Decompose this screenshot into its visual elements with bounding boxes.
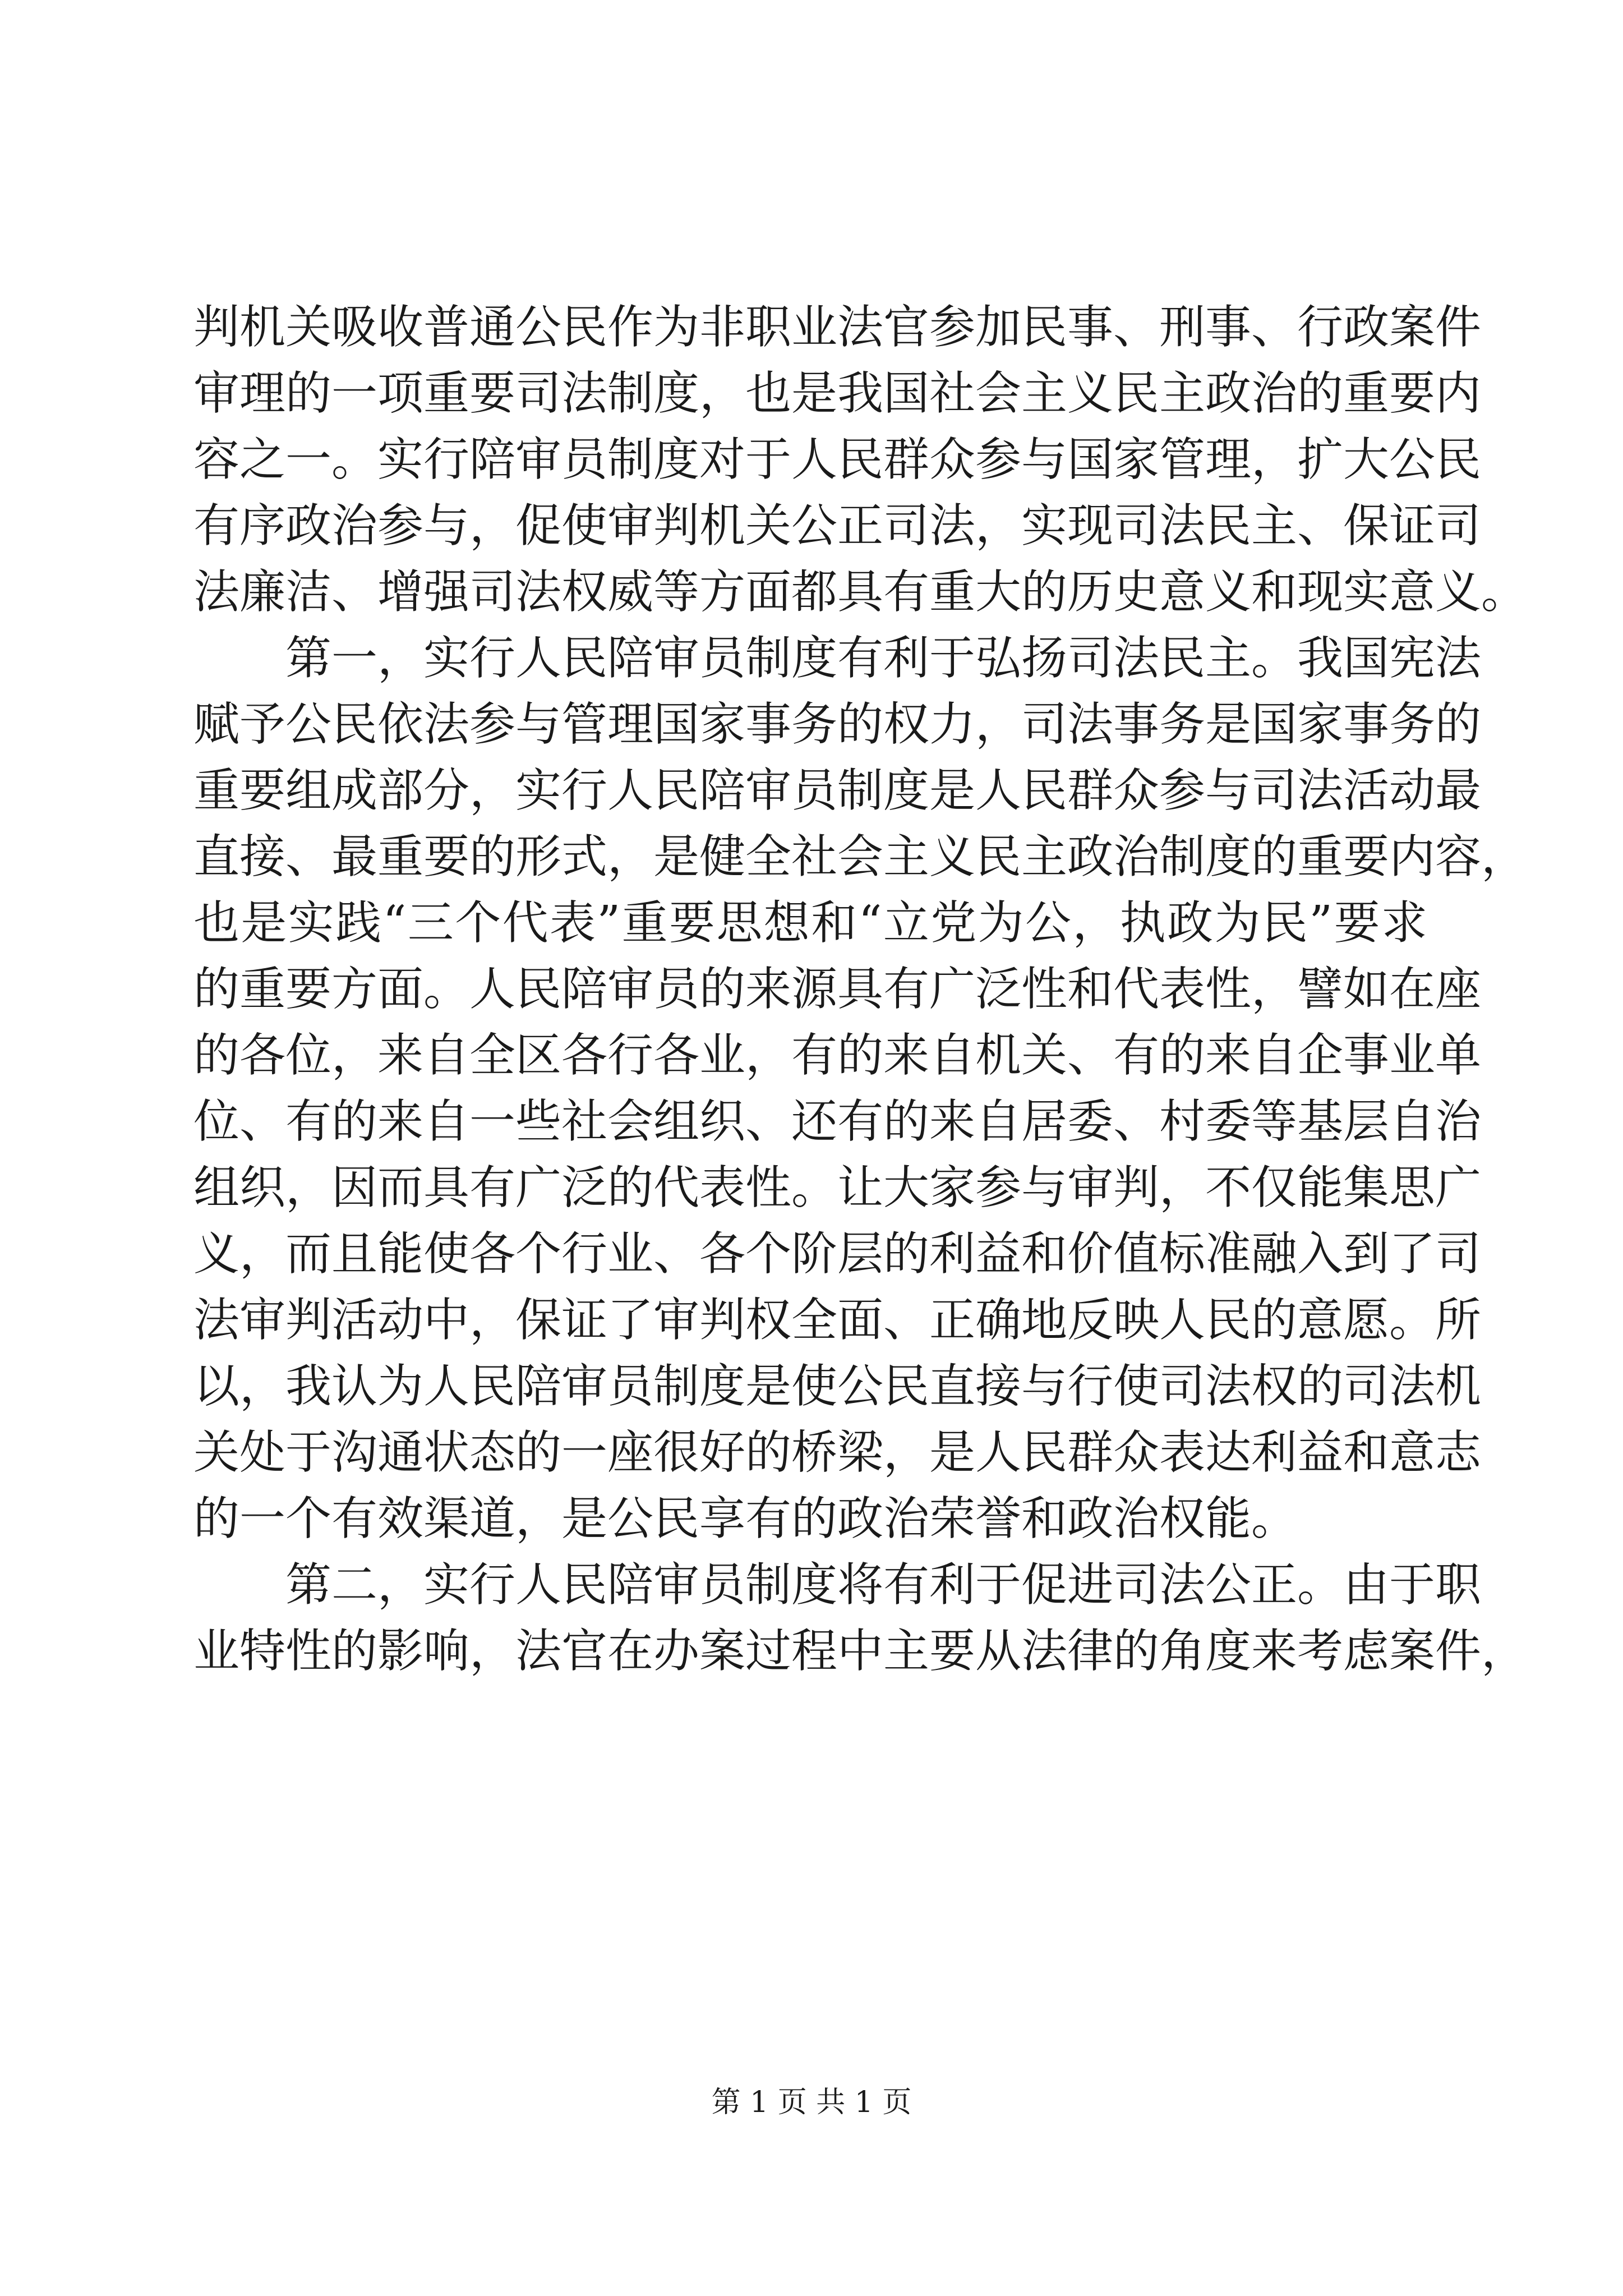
paragraph-first-line: 第二，实行人民陪审员制度将有利于促进司法公正。由于职 [285,1558,1482,1612]
text-line: 有序政治参与，促使审判机关公正司法，实现司法民主、保证司 [193,499,1482,553]
text-line: 位、有的来自一些社会组织、还有的来自居委、村委等基层自治 [193,1095,1482,1148]
text-line: 重要组成部分，实行人民陪审员制度是人民群众参与司法活动最 [193,764,1482,817]
page-number-footer: 第 1 页 共 1 页 [711,2086,912,2119]
paragraph-first-line: 第一，实行人民陪审员制度有利于弘扬司法民主。我国宪法 [285,632,1482,685]
text-line: 容之一。实行陪审员制度对于人民群众参与国家管理，扩大公民 [193,433,1482,486]
paragraph-last-line: 的一个有效渠道，是公民享有的政治荣誉和政治权能。 [193,1492,1298,1545]
text-line: 审理的一项重要司法制度，也是我国社会主义民主政治的重要内 [193,367,1482,420]
text-line: 以，我认为人民陪审员制度是使公民直接与行使司法权的司法机 [193,1360,1482,1413]
text-line: 义，而且能使各个行业、各个阶层的利益和价值标准融入到了司 [193,1227,1482,1281]
document-body [193,295,1528,1685]
text-line: 判机关吸收普通公民作为非职业法官参加民事、刑事、行政案件 [193,301,1482,354]
text-line: 赋予公民依法参与管理国家事务的权力，司法事务是国家事务的 [193,698,1482,751]
text-line: 组织，因而具有广泛的代表性。让大家参与审判，不仅能集思广 [193,1161,1482,1214]
text-line: 直接、最重要的形式，是健全社会主义民主政治制度的重要内容， [193,830,1528,884]
text-line: 法廉洁、增强司法权威等方面都具有重大的历史意义和现实意义。 [193,565,1528,619]
text-line: 的重要方面。人民陪审员的来源具有广泛性和代表性，譬如在座 [193,963,1482,1016]
text-line: 法审判活动中，保证了审判权全面、正确地反映人民的意愿。所 [193,1294,1482,1347]
text-line: 关处于沟通状态的一座很好的桥梁，是人民群众表达利益和意志 [193,1426,1482,1479]
text-line: 的各位，来自全区各行各业，有的来自机关、有的来自企事业单 [193,1029,1482,1082]
text-line: 也是实践“三个代表”重要思想和“立党为公，执政为民”要求 [193,896,1427,950]
text-line: 业特性的影响，法官在办案过程中主要从法律的角度来考虑案件， [193,1625,1528,1678]
